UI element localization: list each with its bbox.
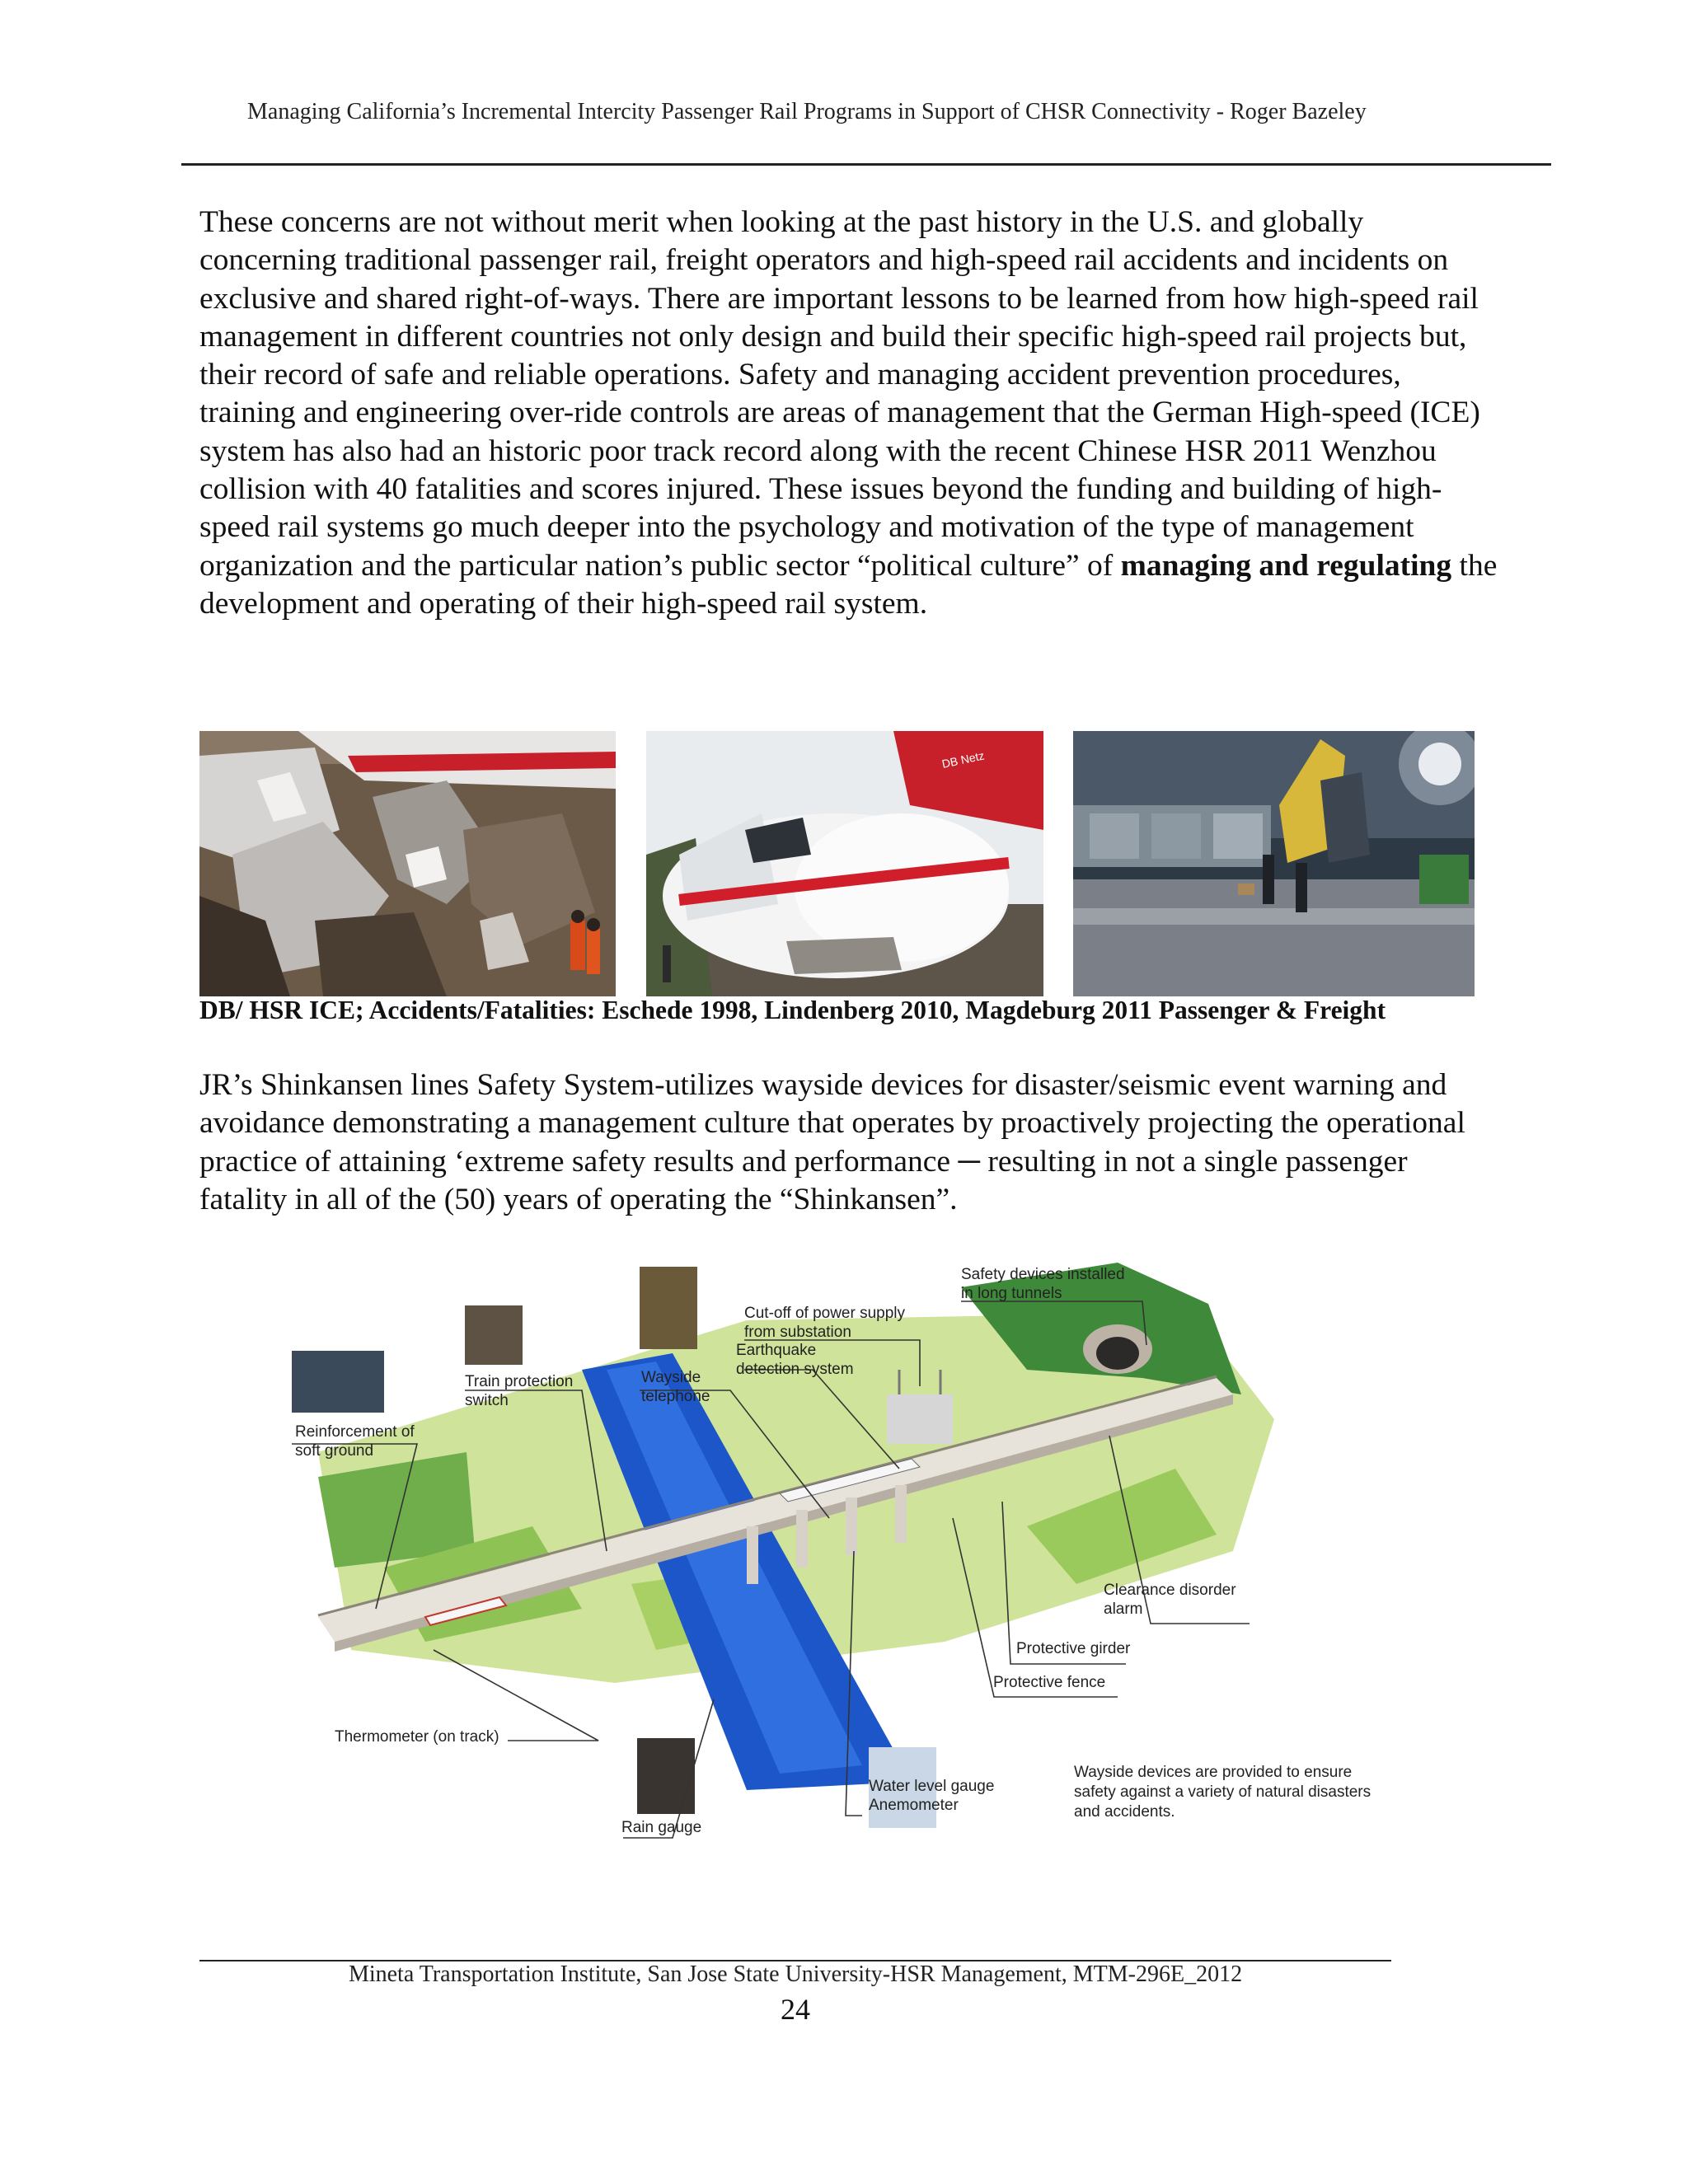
body-paragraph-1 xyxy=(199,204,1502,623)
para1-text-a: These concerns are not without merit when looking at the past history in the U.S. and globally concerning traditional passenger rail, freight operators and high-speed rail accidents and incidents on exclusive and shared right-of-ways. There are important lessons to be learned from how high-speed rail management in different countries not only design and build their specific high-speed rail projects but, their record of safe and reliable operations. Safety and managing accident prevention procedures, training and engineering over-ride controls are areas of management that the German High-speed (ICE) system has also had an historic poor track record along with the recent Chinese HSR 2011 Wenzhou collision with 40 fatalities and scores injured. These issues beyond the funding and building of high-speed rail systems go much deeper into the psychology and motivation of the type of management organization and the particular nation’s public sector “political culture” of xyxy=(199,205,1480,583)
label-wayside-telephone-1: Wayside xyxy=(641,1369,701,1386)
label-earthquake-1: Earthquake xyxy=(736,1342,817,1359)
para1-text-b: the development and operating of their high-speed rail system. xyxy=(199,548,1498,621)
diagram-note-3: and accidents. xyxy=(1074,1803,1175,1821)
diagram-note-2: safety against a variety of natural disasters xyxy=(1074,1783,1372,1801)
label-wayside-telephone-2: telephone xyxy=(641,1388,710,1405)
label-thermometer: Thermometer (on track) xyxy=(335,1728,499,1746)
label-water-level-2: Anemometer xyxy=(869,1797,959,1814)
lindenberg-ice-photo xyxy=(646,731,1043,996)
photo-caption: DB/ HSR ICE; Accidents/Fatalities: Eschede 1998, Lindenberg 2010, Magdeburg 2011 Passenger & Freight xyxy=(199,996,1386,1024)
shinkansen-diagram-canvas xyxy=(285,1254,1410,1841)
label-cutoff-power-1: Cut-off of power supply xyxy=(744,1305,906,1322)
label-train-protection-1: Train protection xyxy=(465,1373,574,1390)
label-water-level-1: Water level gauge xyxy=(869,1778,995,1795)
label-rain-gauge: Rain gauge xyxy=(621,1819,702,1836)
label-train-protection-2: switch xyxy=(465,1392,509,1409)
label-clearance-alarm-2: alarm xyxy=(1104,1601,1143,1618)
label-safety-devices-1: Safety devices installed xyxy=(961,1266,1125,1283)
label-protective-fence: Protective fence xyxy=(993,1674,1106,1691)
label-reinforcement-1: Reinforcement of xyxy=(295,1423,415,1441)
lindenberg-ice-image xyxy=(646,731,1043,996)
header-divider xyxy=(181,163,1551,166)
db-netz-livery-text: DB Netz xyxy=(940,748,986,771)
diagram-note-1: Wayside devices are provided to ensure xyxy=(1074,1764,1353,1781)
para1-bold-phrase: managing and regulating xyxy=(1120,548,1452,583)
running-header: Managing California’s Incremental Intercity Passenger Rail Programs in Support of CHSR Connectivity - Roger Bazeley xyxy=(247,99,1367,124)
label-earthquake-2: detection system xyxy=(736,1361,854,1378)
eschede-wreck-photo xyxy=(199,731,616,996)
label-clearance-alarm-1: Clearance disorder xyxy=(1104,1582,1236,1599)
footer-institute: Mineta Transportation Institute, San Jose State University-HSR Management, MTM-296E_2012 xyxy=(348,1961,1243,1987)
magdeburg-night-image xyxy=(1073,731,1475,996)
label-reinforcement-2: soft ground xyxy=(295,1442,374,1460)
label-protective-girder: Protective girder xyxy=(1016,1640,1131,1657)
label-cutoff-power-2: from substation xyxy=(744,1324,851,1341)
label-safety-devices-2: in long tunnels xyxy=(961,1285,1062,1302)
page-number: 24 xyxy=(781,1993,810,2026)
eschede-wreck-image xyxy=(199,731,616,996)
body-paragraph-2: JR’s Shinkansen lines Safety System-utilizes wayside devices for disaster/seismic event warning and avoidance demonstrating a management culture that operates by proactively projecting the operational practice of attaining ‘extreme safety results and performance ─ resulting in not a single passenger fatality in all of the (50) years of operating the “Shinkansen”. xyxy=(199,1068,1465,1216)
shinkansen-safety-diagram xyxy=(285,1254,1410,1841)
magdeburg-night-photo xyxy=(1073,731,1475,996)
